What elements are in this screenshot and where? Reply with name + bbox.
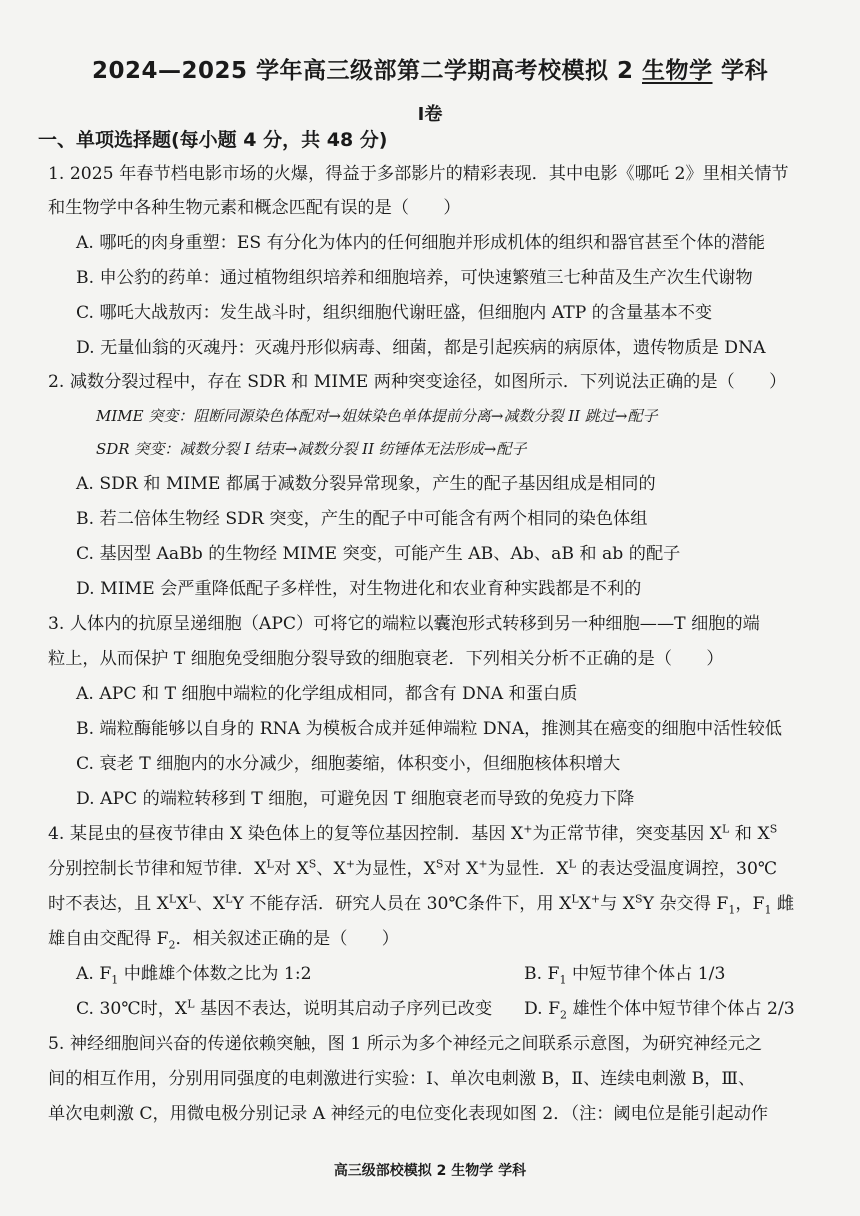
q2-option-b: B. 若二倍体生物经 SDR 突变，产生的配子中可能含有两个相同的染色体组 — [76, 509, 648, 529]
exam-title — [0, 52, 860, 85]
title-subject: 生物学 — [642, 58, 713, 84]
q4-option-a: A. $F_1$ 中雌雄个体数之比为 1:2 — [76, 964, 312, 987]
q4-option-d: D. $F_2$ 雄性个体中短节律个体占 2/3 — [524, 999, 795, 1022]
title-main: 2024—2025 学年高三级部第二学期高考校模拟 2 — [91, 58, 643, 84]
q5-stem-line3: 单次电刺激 C，用微电极分别记录 A 神经元的电位变化表现如图 2．（注：阈电位是能引起动作 — [48, 1104, 769, 1124]
q3-option-b: B. 端粒酶能够以自身的 RNA 为模板合成并延伸端粒 DNA，推测其在癌变的细胞中活性较低 — [76, 719, 782, 739]
q2-option-c: C. 基因型 AaBb 的生物经 MIME 突变，可能产生 AB、Ab、aB 和 ab 的配子 — [76, 544, 681, 564]
q2-option-d: D. MIME 会严重降低配子多样性，对生物进化和农业育种实践都是不利的 — [76, 579, 642, 599]
section-heading: 一、单项选择题(每小题 4 分，共 48 分) — [38, 129, 388, 151]
title-tail: 学科 — [712, 58, 769, 84]
q5-stem-line2: 间的相互作用，分别用同强度的电刺激进行实验：Ⅰ、单次电刺激 B，Ⅱ、连续电刺激 B，Ⅲ、 — [48, 1069, 756, 1089]
q4-stem-line4: 雄自由交配得 $F_2$．相关叙述正确的是（ ） — [48, 929, 399, 952]
q1-stem-line2: 和生物学中各种生物元素和概念匹配有误的是（ ） — [48, 198, 461, 218]
q3-stem-line1: 3. 人体内的抗原呈递细胞（APC）可将它的端粒以囊泡形式转移到另一种细胞——T 细胞的端 — [48, 614, 760, 634]
volume-label: I卷 — [417, 104, 443, 125]
q4-stem-line1: 4. 某昆虫的昼夜节律由 X 染色体上的复等位基因控制．基因 X+为正常节律，突变基因 $X^L$ 和 $X^S$ — [48, 822, 778, 844]
q3-option-c: C. 衰老 T 细胞内的水分减少，细胞萎缩，体积变小，但细胞核体积增大 — [76, 754, 621, 774]
q1-option-d: D. 无量仙翁的灭魂丹：灭魂丹形似病毒、细菌，都是引起疾病的病原体，遗传物质是 DNA — [76, 338, 766, 358]
q3-option-a: A. APC 和 T 细胞中端粒的化学组成相同，都含有 DNA 和蛋白质 — [76, 684, 578, 704]
q2-stem: 2. 减数分裂过程中，存在 SDR 和 MIME 两种突变途径，如图所示．下列说法正确的是（ ） — [48, 372, 787, 392]
q4-option-b: B. $F_1$ 中短节律个体占 1/3 — [524, 964, 726, 987]
q3-stem-line2: 粒上，从而保护 T 细胞免受细胞分裂导致的细胞衰老．下列相关分析不正确的是（ ） — [48, 649, 724, 669]
q1-option-b: B. 申公豹的药单：通过植物组织培养和细胞培养，可快速繁殖三七种苗及生产次生代谢物 — [76, 268, 753, 288]
page-footer: 高三级部校模拟 2 生物学 学科 — [333, 1163, 527, 1179]
q2-option-a: A. SDR 和 MIME 都属于减数分裂异常现象，产生的配子基因组成是相同的 — [76, 474, 656, 494]
q4-stem-line2: 分别控制长节律和短节律．$X^L$对 $X^S$、X+为显性，$X^S$对 X+为显性．$X^L$ 的表达受温度调控，30℃ — [48, 857, 778, 879]
q3-option-d: D. APC 的端粒转移到 T 细胞，可避免因 T 细胞衰老而导致的免疫力下降 — [76, 789, 635, 809]
q4-option-c: C. 30℃时，$X^L$ 基因不表达，说明其启动子序列已改变 — [76, 997, 493, 1019]
q5-stem-line1: 5. 神经细胞间兴奋的传递依赖突触，图 1 所示为多个神经元之间联系示意图，为研究神经元之 — [48, 1034, 763, 1054]
q1-stem-line1: 1. 2025 年春节档电影市场的火爆，得益于多部影片的精彩表现．其中电影《哪吒 2》里相关情节 — [48, 164, 789, 184]
q1-option-a: A. 哪吒的肉身重塑：ES 有分化为体内的任何细胞并形成机体的组织和器官甚至个体的潜能 — [76, 233, 766, 253]
q1-option-c: C. 哪吒大战敖丙：发生战斗时，组织细胞代谢旺盛，但细胞内 ATP 的含量基本不变 — [76, 303, 713, 323]
q4-stem-line3: 时不表达，且 $X^LX^L$、$X^LY$ 不能存活．研究人员在 30℃条件下，用 $X^LX^+$与 $X^SY$ 杂交得 $F_1$，$F_1$ 雌 — [48, 892, 795, 917]
q2-sdr-path: SDR 突变：减数分裂 I 结束→减数分裂 II 纺锤体无法形成→配子 — [96, 440, 527, 458]
q2-mime-path: MIME 突变：阻断同源染色体配对→姐妹染色单体提前分离→减数分裂 II 跳过→配子 — [96, 407, 658, 425]
